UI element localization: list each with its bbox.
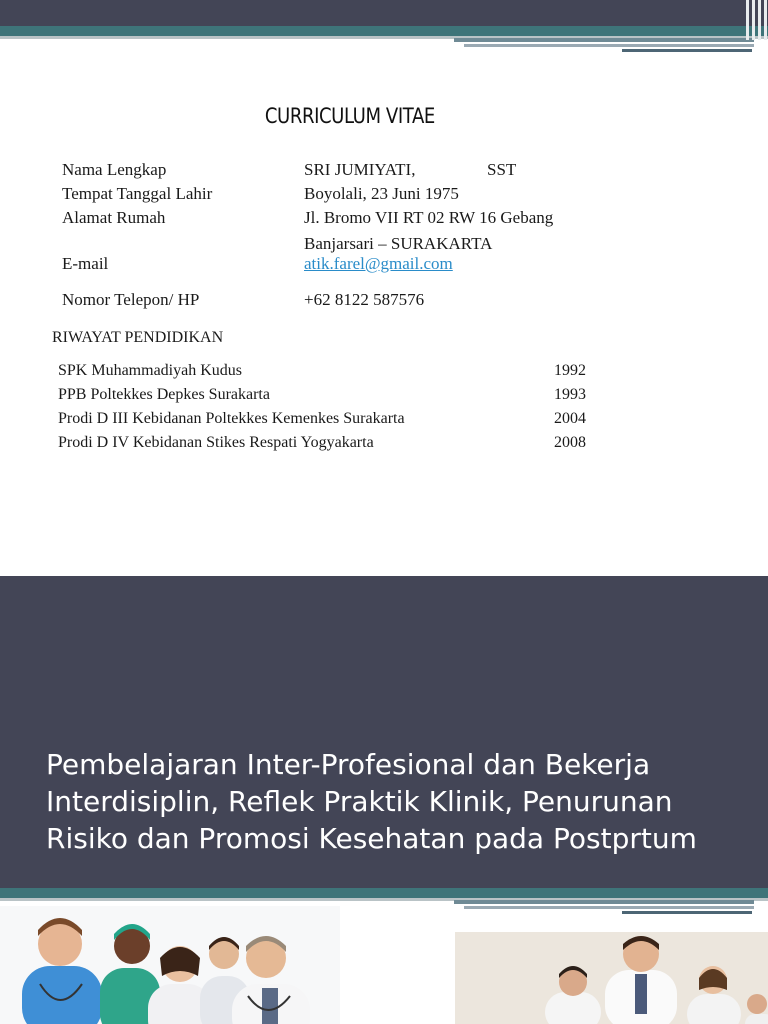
corner-decoration: [744, 0, 768, 40]
education-year: 1993: [554, 386, 586, 403]
info-row-address: [62, 208, 702, 232]
info-row-phone: [62, 290, 702, 314]
education-heading: RIWAYAT PENDIDIKAN: [52, 329, 224, 346]
education-item: [58, 386, 618, 410]
info-row-email: [62, 254, 702, 278]
education-year: 2008: [554, 434, 586, 451]
email-link[interactable]: atik.farel@gmail.com: [304, 254, 453, 273]
education-year: 1992: [554, 362, 586, 379]
header-accent-bars: [454, 38, 754, 54]
education-name: SPK Muhammadiyah Kudus: [58, 362, 242, 379]
medical-staff-photo: [455, 932, 768, 1024]
cv-title: CURRICULUM VITAE: [264, 104, 435, 128]
footer-accent-bars: [454, 900, 754, 916]
education-name: Prodi D IV Kebidanan Stikes Respati Yogyakarta: [58, 434, 374, 451]
header-band: [0, 0, 768, 26]
info-label: E-mail: [62, 254, 109, 273]
education-item: [58, 410, 618, 434]
title-line: Risiko dan Promosi Kesehatan pada Postprtum: [46, 822, 697, 855]
info-label: Alamat Rumah: [62, 208, 166, 227]
medical-staff-illustration: [455, 932, 768, 1024]
education-name: PPB Poltekkes Depkes Surakarta: [58, 386, 270, 403]
title-line: Pembelajaran Inter-Profesional dan Bekerja: [46, 748, 651, 781]
info-degree: SST: [487, 160, 517, 179]
info-value: Boyolali, 23 Juni 1975: [304, 184, 459, 203]
title-slide: [0, 576, 768, 1024]
education-list: [58, 362, 618, 458]
footer-teal-stripe: [0, 888, 768, 898]
title-line: Interdisiplin, Reflek Praktik Klinik, Penurunan: [46, 785, 673, 818]
info-label: Tempat Tanggal Lahir: [62, 184, 213, 203]
education-item: [58, 362, 618, 386]
medical-team-photo: [0, 906, 340, 1024]
education-year: 2004: [554, 410, 586, 427]
education-name: Prodi D III Kebidanan Poltekkes Kemenkes Surakarta: [58, 410, 405, 427]
info-row-birth: [62, 184, 702, 208]
info-value: SRI JUMIYATI,: [304, 160, 416, 179]
medical-team-illustration: [0, 906, 340, 1024]
info-value: Banjarsari – SURAKARTA: [304, 234, 493, 253]
info-label: Nomor Telepon/ HP: [62, 290, 200, 309]
info-value: +62 8122 587576: [304, 290, 425, 309]
info-value: Jl. Bromo VII RT 02 RW 16 Gebang: [304, 208, 554, 227]
info-label: Nama Lengkap: [62, 160, 167, 179]
presentation-title: [46, 746, 746, 857]
personal-info: [62, 160, 702, 309]
info-row-name: [62, 160, 702, 184]
education-item: [58, 434, 618, 458]
header-teal-stripe: [0, 26, 768, 36]
